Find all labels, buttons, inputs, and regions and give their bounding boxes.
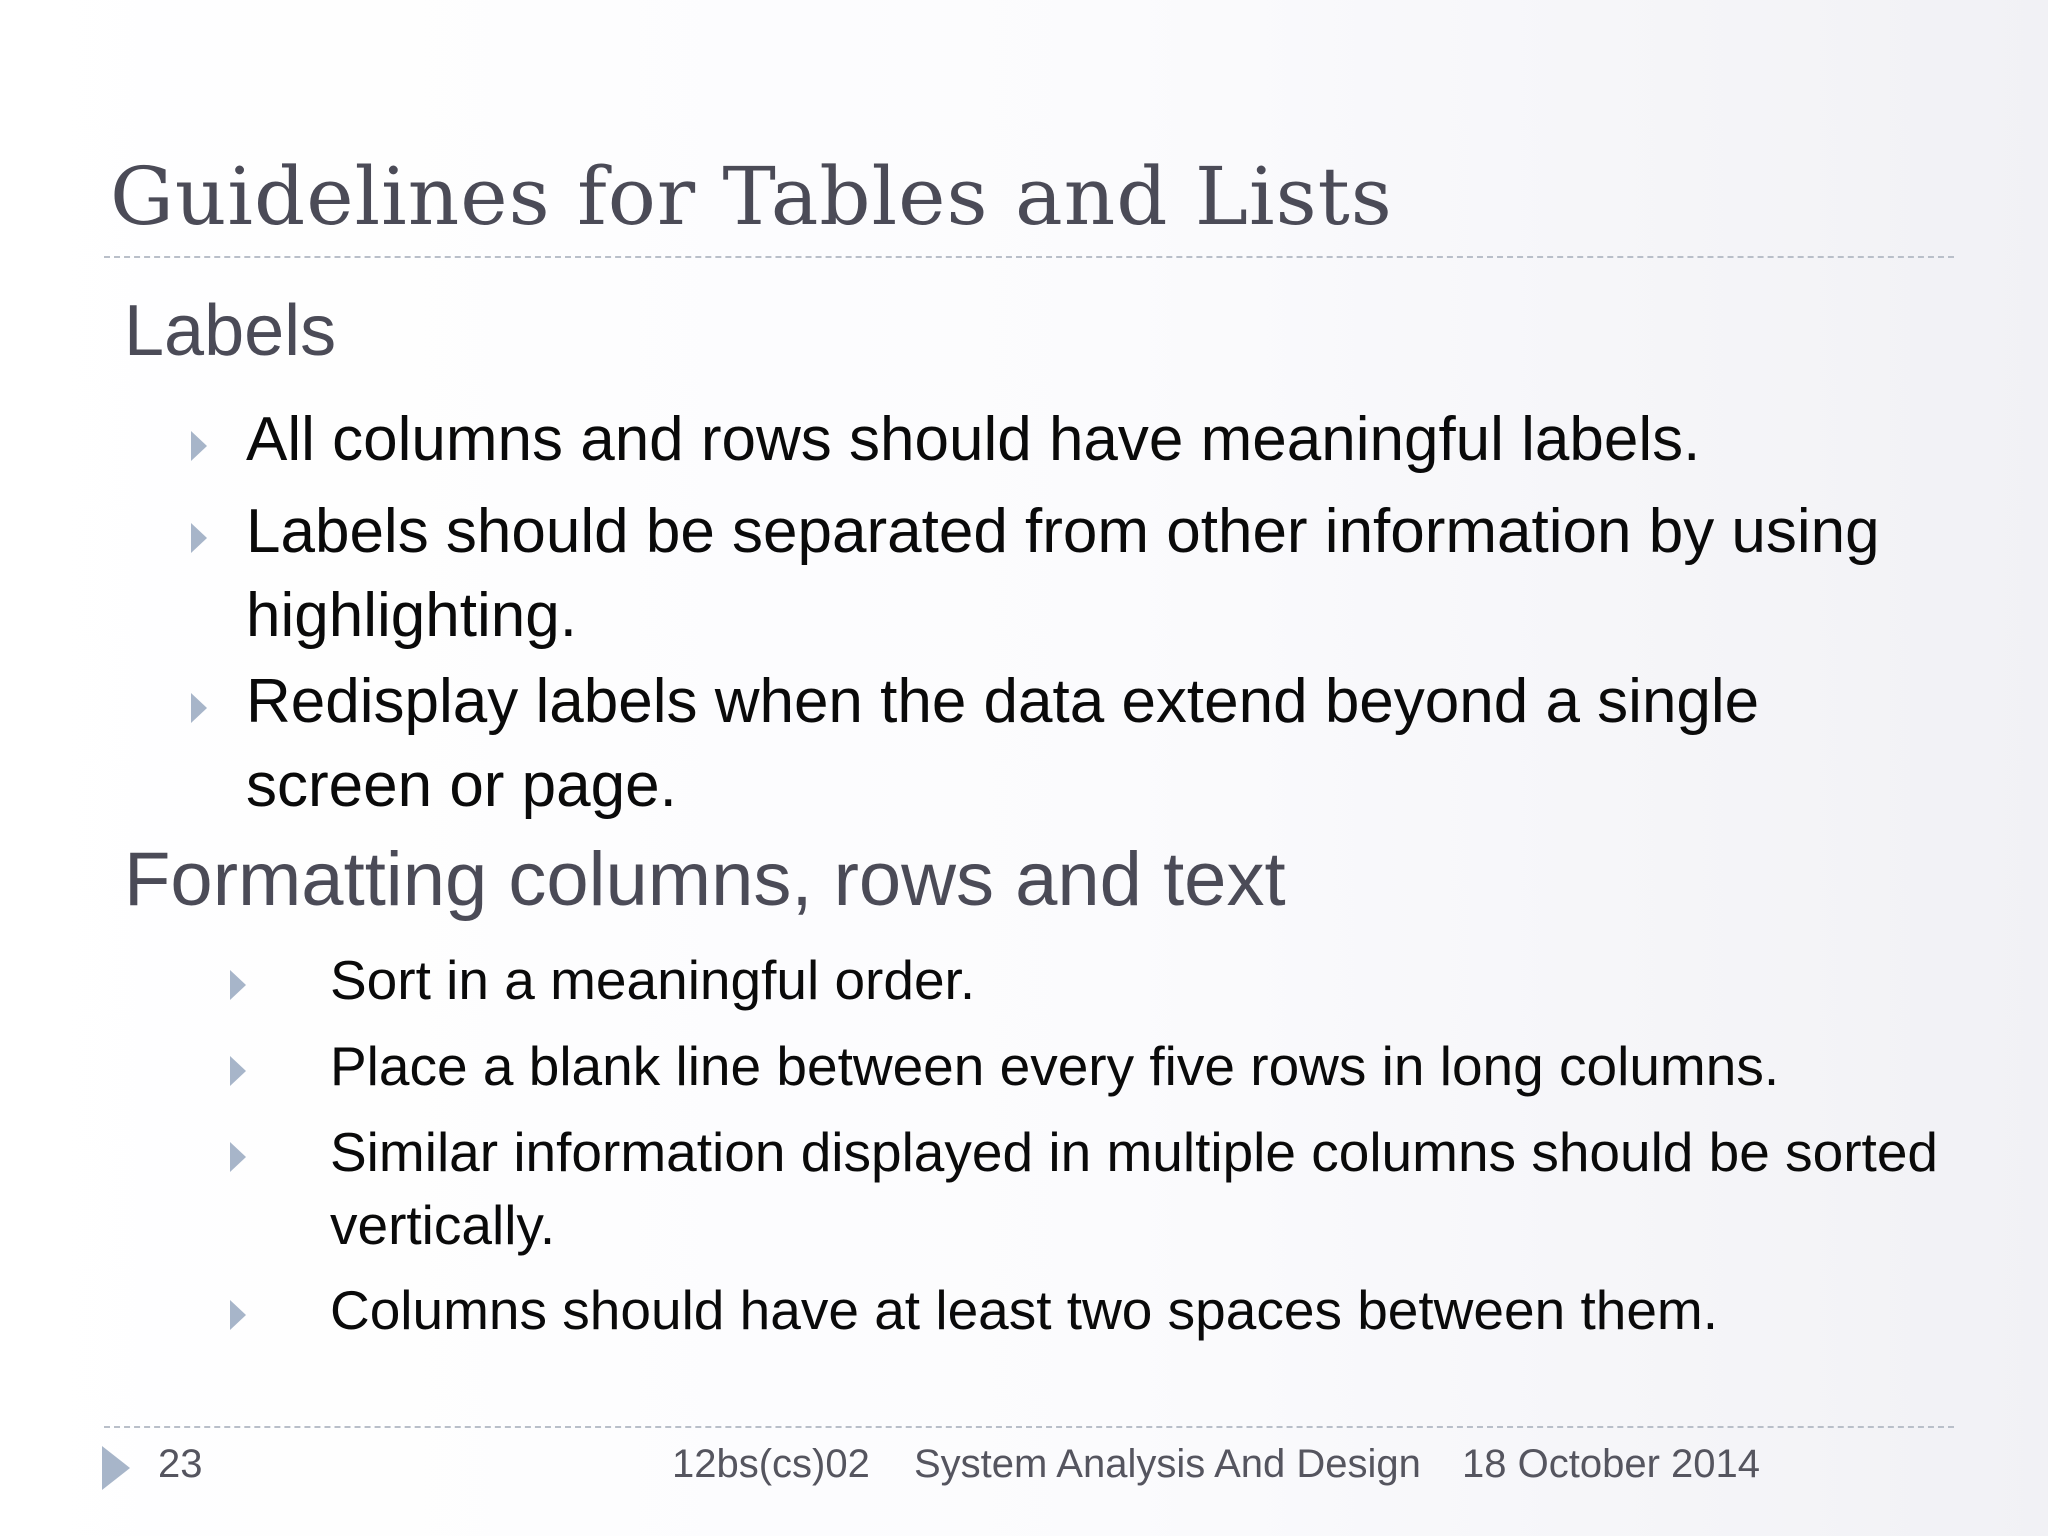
- bullet-arrow-icon: [191, 431, 207, 461]
- course-code: 12bs(cs)02: [672, 1442, 870, 1486]
- list-item-text: All columns and rows should have meaningful labels.: [246, 405, 1701, 474]
- list-item-text: Columns should have at least two spaces between them.: [330, 1279, 1718, 1341]
- footer-divider: [104, 1426, 1954, 1428]
- course-name: System Analysis And Design: [914, 1442, 1421, 1486]
- bullet-arrow-icon: [230, 1142, 246, 1172]
- list-item-text: Redisplay labels when the data extend beyond a single screen or page.: [246, 667, 1760, 821]
- slide-date: 18 October 2014: [1462, 1442, 1760, 1486]
- section-heading-labels: Labels: [124, 291, 337, 371]
- bullet-arrow-icon: [191, 523, 207, 553]
- list-item-text: Place a blank line between every five rows in long columns.: [330, 1035, 1780, 1097]
- bullet-arrow-icon: [230, 1056, 246, 1086]
- footer-triangle-icon: [102, 1446, 130, 1490]
- bullet-arrow-icon: [230, 970, 246, 1000]
- list-item-text: Labels should be separated from other information by using highlighting.: [246, 497, 1880, 651]
- list-item-text: Sort in a meaningful order.: [330, 949, 976, 1011]
- section-heading-formatting: Formatting columns, rows and text: [124, 837, 1286, 922]
- list-item-text: Similar information displayed in multiple columns should be sorted vertically.: [330, 1121, 1938, 1256]
- bullet-arrow-icon: [230, 1300, 246, 1330]
- page-number: 23: [158, 1442, 203, 1486]
- slide-title: Guidelines for Tables and Lists: [110, 150, 1393, 243]
- title-divider: [104, 256, 1954, 258]
- bullet-arrow-icon: [191, 693, 207, 723]
